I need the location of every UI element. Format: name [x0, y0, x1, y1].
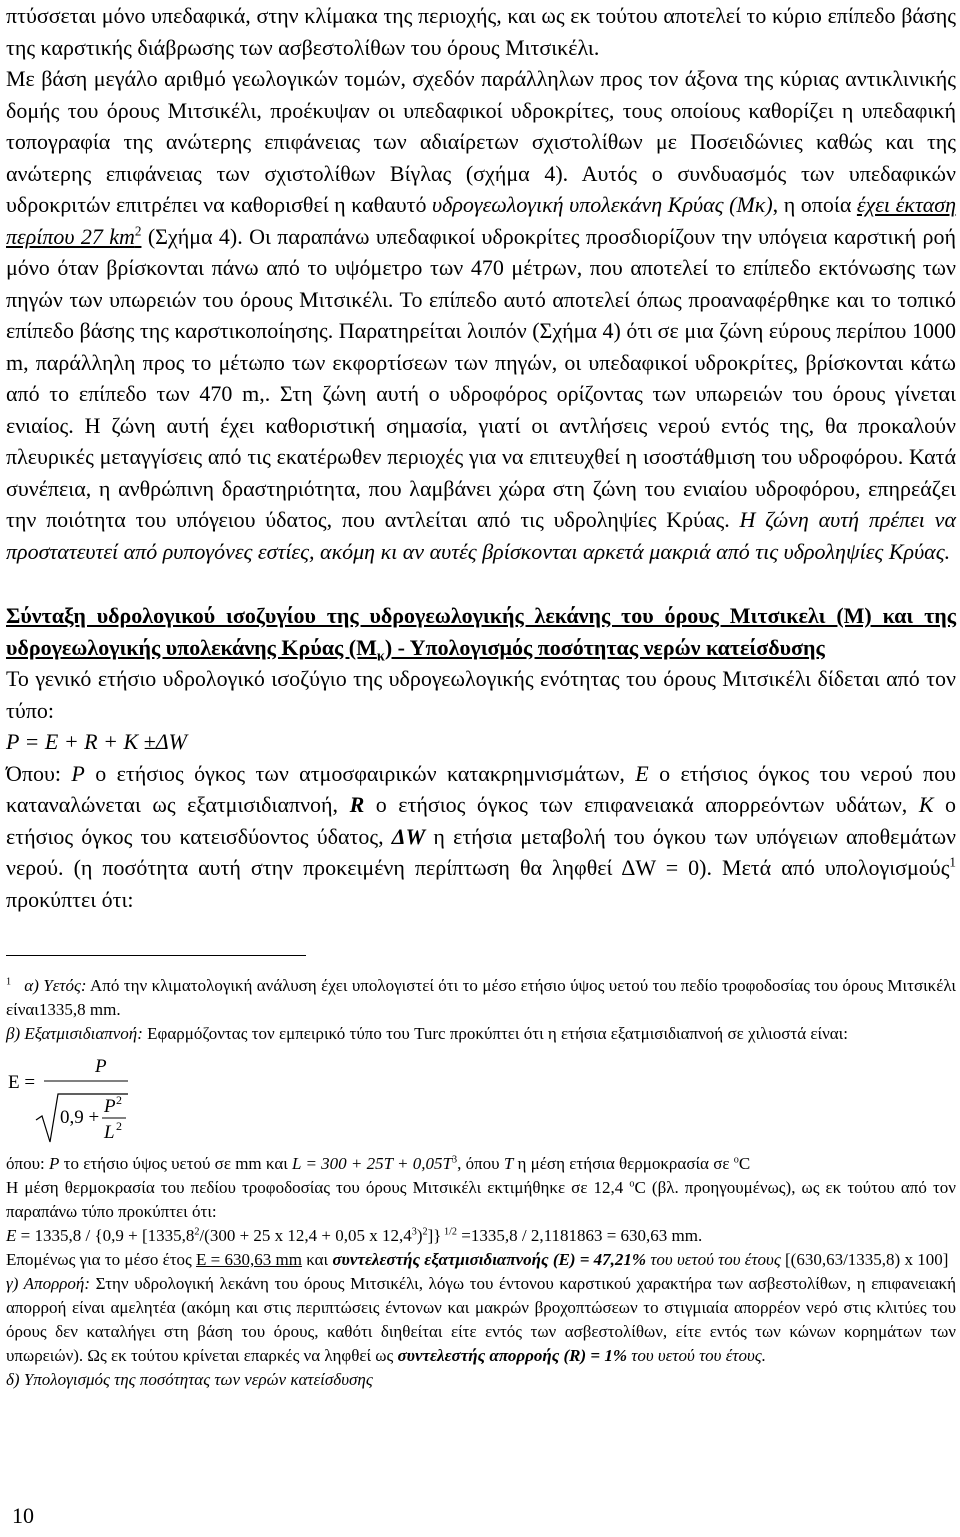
- balance-intro: Το γενικό ετήσιο υδρολογικό ισοζύγιο της υδρογεωλογικής ενότητας του όρους Μιτσικέλι δίδεται από τον τύπο:: [6, 666, 956, 723]
- eq-inner-numerator: P: [104, 1096, 116, 1117]
- balance-formula: P = E + R + K ±ΔW: [6, 729, 187, 754]
- footnote-a: $^1$ α) Υετός: Από την κλιματολογική ανάλυση έχει υπολογιστεί ότι το μέσο ετήσιο ύψος υετού του πεδίο τροφοδοσίας του όρους Μιτσικέλι είναι1335,8 mm.: [6, 976, 956, 1019]
- eq-inner-numerator-exp: 2: [116, 1093, 122, 1107]
- spacer: [6, 567, 956, 600]
- footnote-b-where: όπου: P το ετήσιο ύψος υετού σε mm και $L = 300 + 25T + 0,05T^3$, όπου T η μέση ετήσια θερμοκρασία σε $^o$C: [6, 1154, 751, 1173]
- footnote: [6, 974, 956, 1392]
- footnote-b-calculation: $E = 1335,8 / \{0,9 + [1335,8^2/(300 + 25$ x 12,4 + 0,05 x 12,4$^3$)$^2$]} $^{1/2}$ =1335,8 / 2,1181863 = 630,63 mm.: [6, 1226, 703, 1245]
- eq-inner-denominator: L: [104, 1122, 115, 1143]
- footnote-separator: [6, 955, 306, 956]
- footnote-b-result: Επομένως για το μέσο έτος E = 630,63 mm και συντελεστής εξατμισιδιαπνοής (Ε) = 47,21% του υετού του έτους [(630,63/1335,8) x 100]: [6, 1250, 949, 1269]
- footnote-reference: 1: [949, 854, 956, 870]
- document-page: [6, 0, 956, 1392]
- paragraph-2: Με βάση μεγάλο αριθμό γεωλογικών τομών, σχεδόν παράλληλων προς τον άξονα της κύριας αντικλινικής δομής του όρους Μιτσικέλι, προέκυψαν οι υπεδαφικοί υδροκρίτες, τους οποίους καθορίζει η υπεδαφική τοπογραφία της ανώτερης επιφάνειας των αδιαίρετων σχιστολίθων με Ποσειδώνιες καθώς και της ανώτερης επιφάνειας των σχιστολίθων Βίγλας (σχήμα 4). Αυτός ο συνδυασμός των υπεδαφικών υδροκριτών επιτρέπει να καθορισθεί η καθαυτό υδρογεωλογική υπολεκάνη Κρύας (Μκ), η οποία έχει έκταση περίπου 27 $km^2$ (Σχήμα 4). Οι παραπάνω υπεδαφικοί υδροκρίτες προσδιορίζουν την υπόγεια καρστική ροή μόνο όταν βρίσκονται πάνω από το υψόμετρο των 470 μέτρων, που αποτελεί το επίπεδο εκτόνωσης των πηγών των υπωρειών του όρους Μιτσικέλι. Το επίπεδο αυτό αποτελεί όπως προαναφέρθηκε και το τοπικό επίπεδο βάσης της καρστικοποίησης. Παρατηρείται λοιπόν (Σχήμα 4) ότι σε μια ζώνη εύρους περίπου 1000 m, παράλληλη προς το μέτωπο των εκφορτίσεων των πηγών, οι υπεδαφικοί υδροκρίτες, βρίσκονται κάτω από το επίπεδο των 470 m,. Στη ζώνη αυτή ο υδροφόρος ορίζοντας των υπωρειών του όρους γίνεται ενιαίος. Η ζώνη αυτή έχει καθοριστική σημασία, γιατί οι αντλήσεις νερού εντός της, θα προκαλούν πλευρικές μεταγγίσεις από τις εκατέρωθεν περιοχές για να επιτευχθεί η ισοστάθμιση του υδροφόρου. Κατά συνέπεια, η ανθρώπινη δραστηριότητα, που λαμβάνει χώρα στη ζώνη του ενιαίου υδροφόρου, επηρεάζει την ποιότητα του υπόγειου ύδατος, που αντλείται από τις υδροληψίες Κρύας. Η ζώνη αυτή πρέπει να προστατευτεί από ρυπογόνες εστίες, ακόμη κι αν αυτές βρίσκονται αρκετά μακριά από τις υδροληψίες Κρύας.: [6, 66, 957, 564]
- eq-root-const: 0,9 +: [60, 1107, 100, 1128]
- eq-numerator: P: [95, 1056, 107, 1077]
- eq-lhs: E =: [8, 1072, 36, 1093]
- eq-inner-denominator-exp: 2: [116, 1119, 122, 1133]
- footnote-c: γ) Απορροή: Στην υδρολογική λεκάνη του όρους Μιτσικέλι, λόγω του έντονου καρστικού χαρακτήρα των ασβεστολίθων, η επιφανειακή απορροή είναι αμελητέα (ακόμη και στις περιπτώσεις έντονων και μακρών βροχοπτώσεων το στιγμιαία απορρέον νερό στις κλιτύες του όρους δεν καταλήγει στη βάση του όρους, καθότι διηθείται είτε εντός των ασβεστολίθων, είτε εντός των κώνων κορημάτων των υπωρειών). Ως εκ τούτου κρίνεται επαρκές να ληφθεί ως συντελεστής απορροής (R) = 1% του υετού του έτους.: [6, 1274, 956, 1365]
- footnote-d: δ) Υπολογισμός της ποσότητας των νερών κατείσδυσης: [6, 1370, 373, 1389]
- paragraph-1: πτύσσεται μόνο υπεδαφικά, στην κλίμακα της περιοχής, και ως εκ τούτου αποτελεί το κύριο επίπεδο βάσης της καρστικής διάβρωσης των ασβεστολίθων του όρους Μιτσικέλι.: [6, 3, 956, 60]
- turc-equation: [6, 1050, 956, 1150]
- turc-equation-graphic: [6, 1050, 206, 1150]
- main-text: [6, 0, 956, 915]
- footnote-b-temperature: Η μέση θερμοκρασία του πεδίου τροφοδοσίας του όρους Μιτσικέλι εκτιμήθηκε σε 12,4 $^o$C (βλ. προηγουμένως), ως εκ τούτου από τον παραπάνω τύπο προκύπτει ότι:: [6, 1178, 956, 1221]
- section-heading: Σύνταξη υδρολογικού ισοζυγίου της υδρογεωλογικής λεκάνης του όρους Μιτσικελι (Μ) και της υδρογεωλογικής υπολεκάνης Κρύας $(M_\kappa)$ - Υπολογισμός ποσότητας νερών κατείσδυσης: [6, 603, 956, 664]
- balance-where: Όπου: P ο ετήσιος όγκος των ατμοσφαιρικών κατακρημνισμάτων, E ο ετήσιος όγκος του νερού που καταναλώνεται ως εξατμισιδιαπνοή, R ο ετήσιος όγκος των επιφανειακά απορρεόντων υδάτων, K ο ετήσιος όγκος του κατεισδύοντος ύδατος, ΔW η ετήσια μεταβολή του όγκου των υπόγειων αποθεμάτων νερού. (η ποσότητα αυτή στην προκειμένη περίπτωση θα ληφθεί ΔW = 0). Μετά από υπολογισμούς$^1$ προκύπτει ότι:: [6, 760, 957, 912]
- footnote-b: β) Εξατμισιδιαπνοή: Εφαρμόζοντας τον εμπειρικό τύπο του Turc προκύπτει ότι η ετήσια εξατμισιδιαπνοή σε χιλιοστά είναι:: [6, 1024, 848, 1043]
- page-number: 10: [12, 1503, 34, 1528]
